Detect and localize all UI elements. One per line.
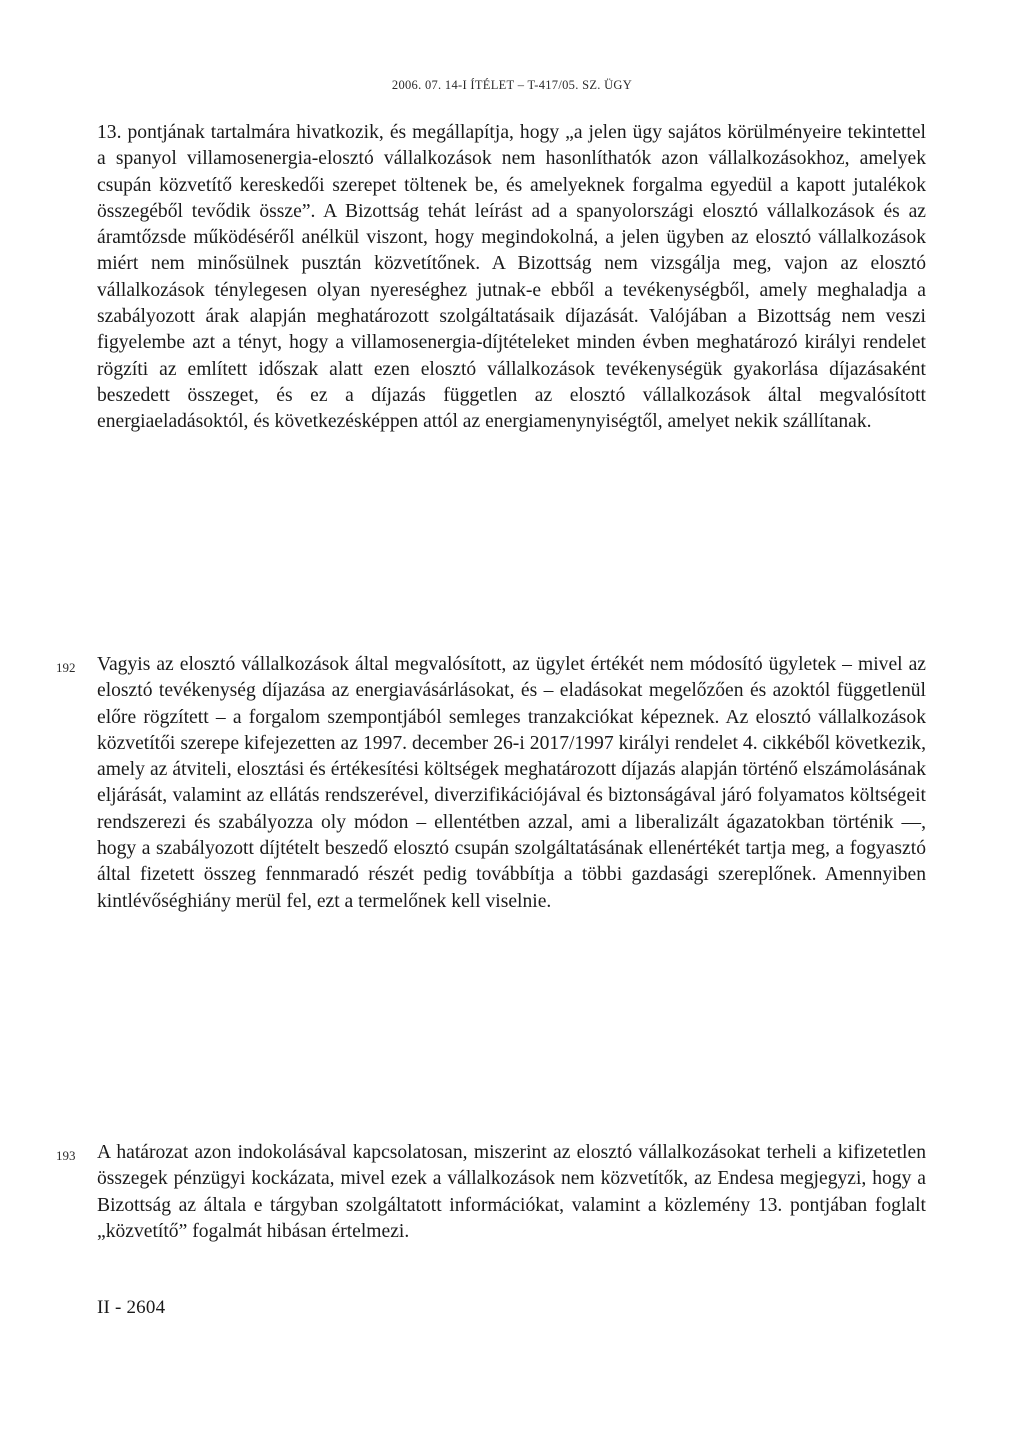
paragraph-number-193: 193 — [56, 1148, 76, 1163]
paragraph-193: A határozat azon indokolásával kapcsolatosan, miszerint az elosztó vállalkozásokat terheli a kifizetetlen összegek pénzügyi kockázata, mivel ezek a vállalkozások nem közvetítők, az Endesa megjegyzi, hogy a Bizottság az általa e tárgyban szolgáltatott információkat, valamint a közlemény 13. pontjában foglalt „közvetítő” fogalmát hibásan értelmezi. — [97, 1142, 926, 1242]
paragraph-192: Vagyis az elosztó vállalkozások által megvalósított, az ügylet értékét nem módosító ügyletek – mivel az elosztó tevékenység díjazása az energiavásárlásokat, és – eladásokat megelőzően és azoktól függetlenül előre rögzített – a forgalom szempontjából semleges tranzakciókat képeznek. Az elosztó vállalkozások közvetítői szerepe kifejezetten az 1997. december 26-i 2017/1997 királyi rendelet 4. cikkéből következik, amely az átviteli, elosztási és értékesítési költségek meghatározott díjazás alapján történő elszámolásának eljárását, valamint az ellátás rendszerével, diverzifikációjával és biztonságával járó folyamatos költségeit rendszerezi és szabályozza oly módon – ellentétben azzal, ami a liberalizált ágazatokban történik —, hogy a szabályozott díjtételt beszedő elosztó csupán szolgáltatásának ellenértékét tartja meg, a fogyasztó által fizetett összeg fennmaradó részét pedig továbbítja a többi gazdasági szereplőnek. Amennyiben kintlévőséghiány merül fel, ezt a termelőnek kell viselnie. — [97, 654, 926, 912]
paragraph-number-192: 192 — [56, 660, 76, 675]
running-header: 2006. 07. 14-I ÍTÉLET – T-417/05. SZ. ÜGY — [391, 78, 633, 92]
paragraph-continued: 13. pontjának tartalmára hivatkozik, és megállapítja, hogy „a jelen ügy sajátos körülményeire tekintettel a spanyol villamosenergia-elosztó vállalkozások nem hasonlíthatók azon vállalkozásokhoz, amelyek csupán közvetítő kereskedői szerepet töltenek be, és amelyeknek forgalma egyedül a kapott jutalékok összegéből tevődik össze”. A Bizottság tehát leírást ad a spanyolországi elosztó vállalkozások és az áramtőzsde működéséről anélkül viszont, hogy megindokolná, a jelen ügyben az elosztó vállalkozások miért nem minősülnek pusztán közvetítőnek. A Bizottság nem vizsgálja meg, vajon az elosztó vállalkozások ténylegesen olyan nyereséghez jutnak-e ebből a tevékenységből, amely meghaladja a szabályozott árak alapján meghatározott szolgáltatásaik díjazását. Valójában a Bizottság nem veszi figyelembe azt a tényt, hogy a villamosenergia-díjtételeket minden évben meghatározó királyi rendelet rögzíti az említett időszak alatt ezen elosztó vállalkozások tevékenységük gyakorlása díjazásaként beszedett összeget, és ez a díjazás független az elosztó vállalkozások által megvalósított energiaeladásoktól, és következésképpen attól az energiamenynyiségtől, amelyet nekik szállítanak. — [97, 122, 926, 433]
page-number: II - 2604 — [97, 1297, 166, 1318]
